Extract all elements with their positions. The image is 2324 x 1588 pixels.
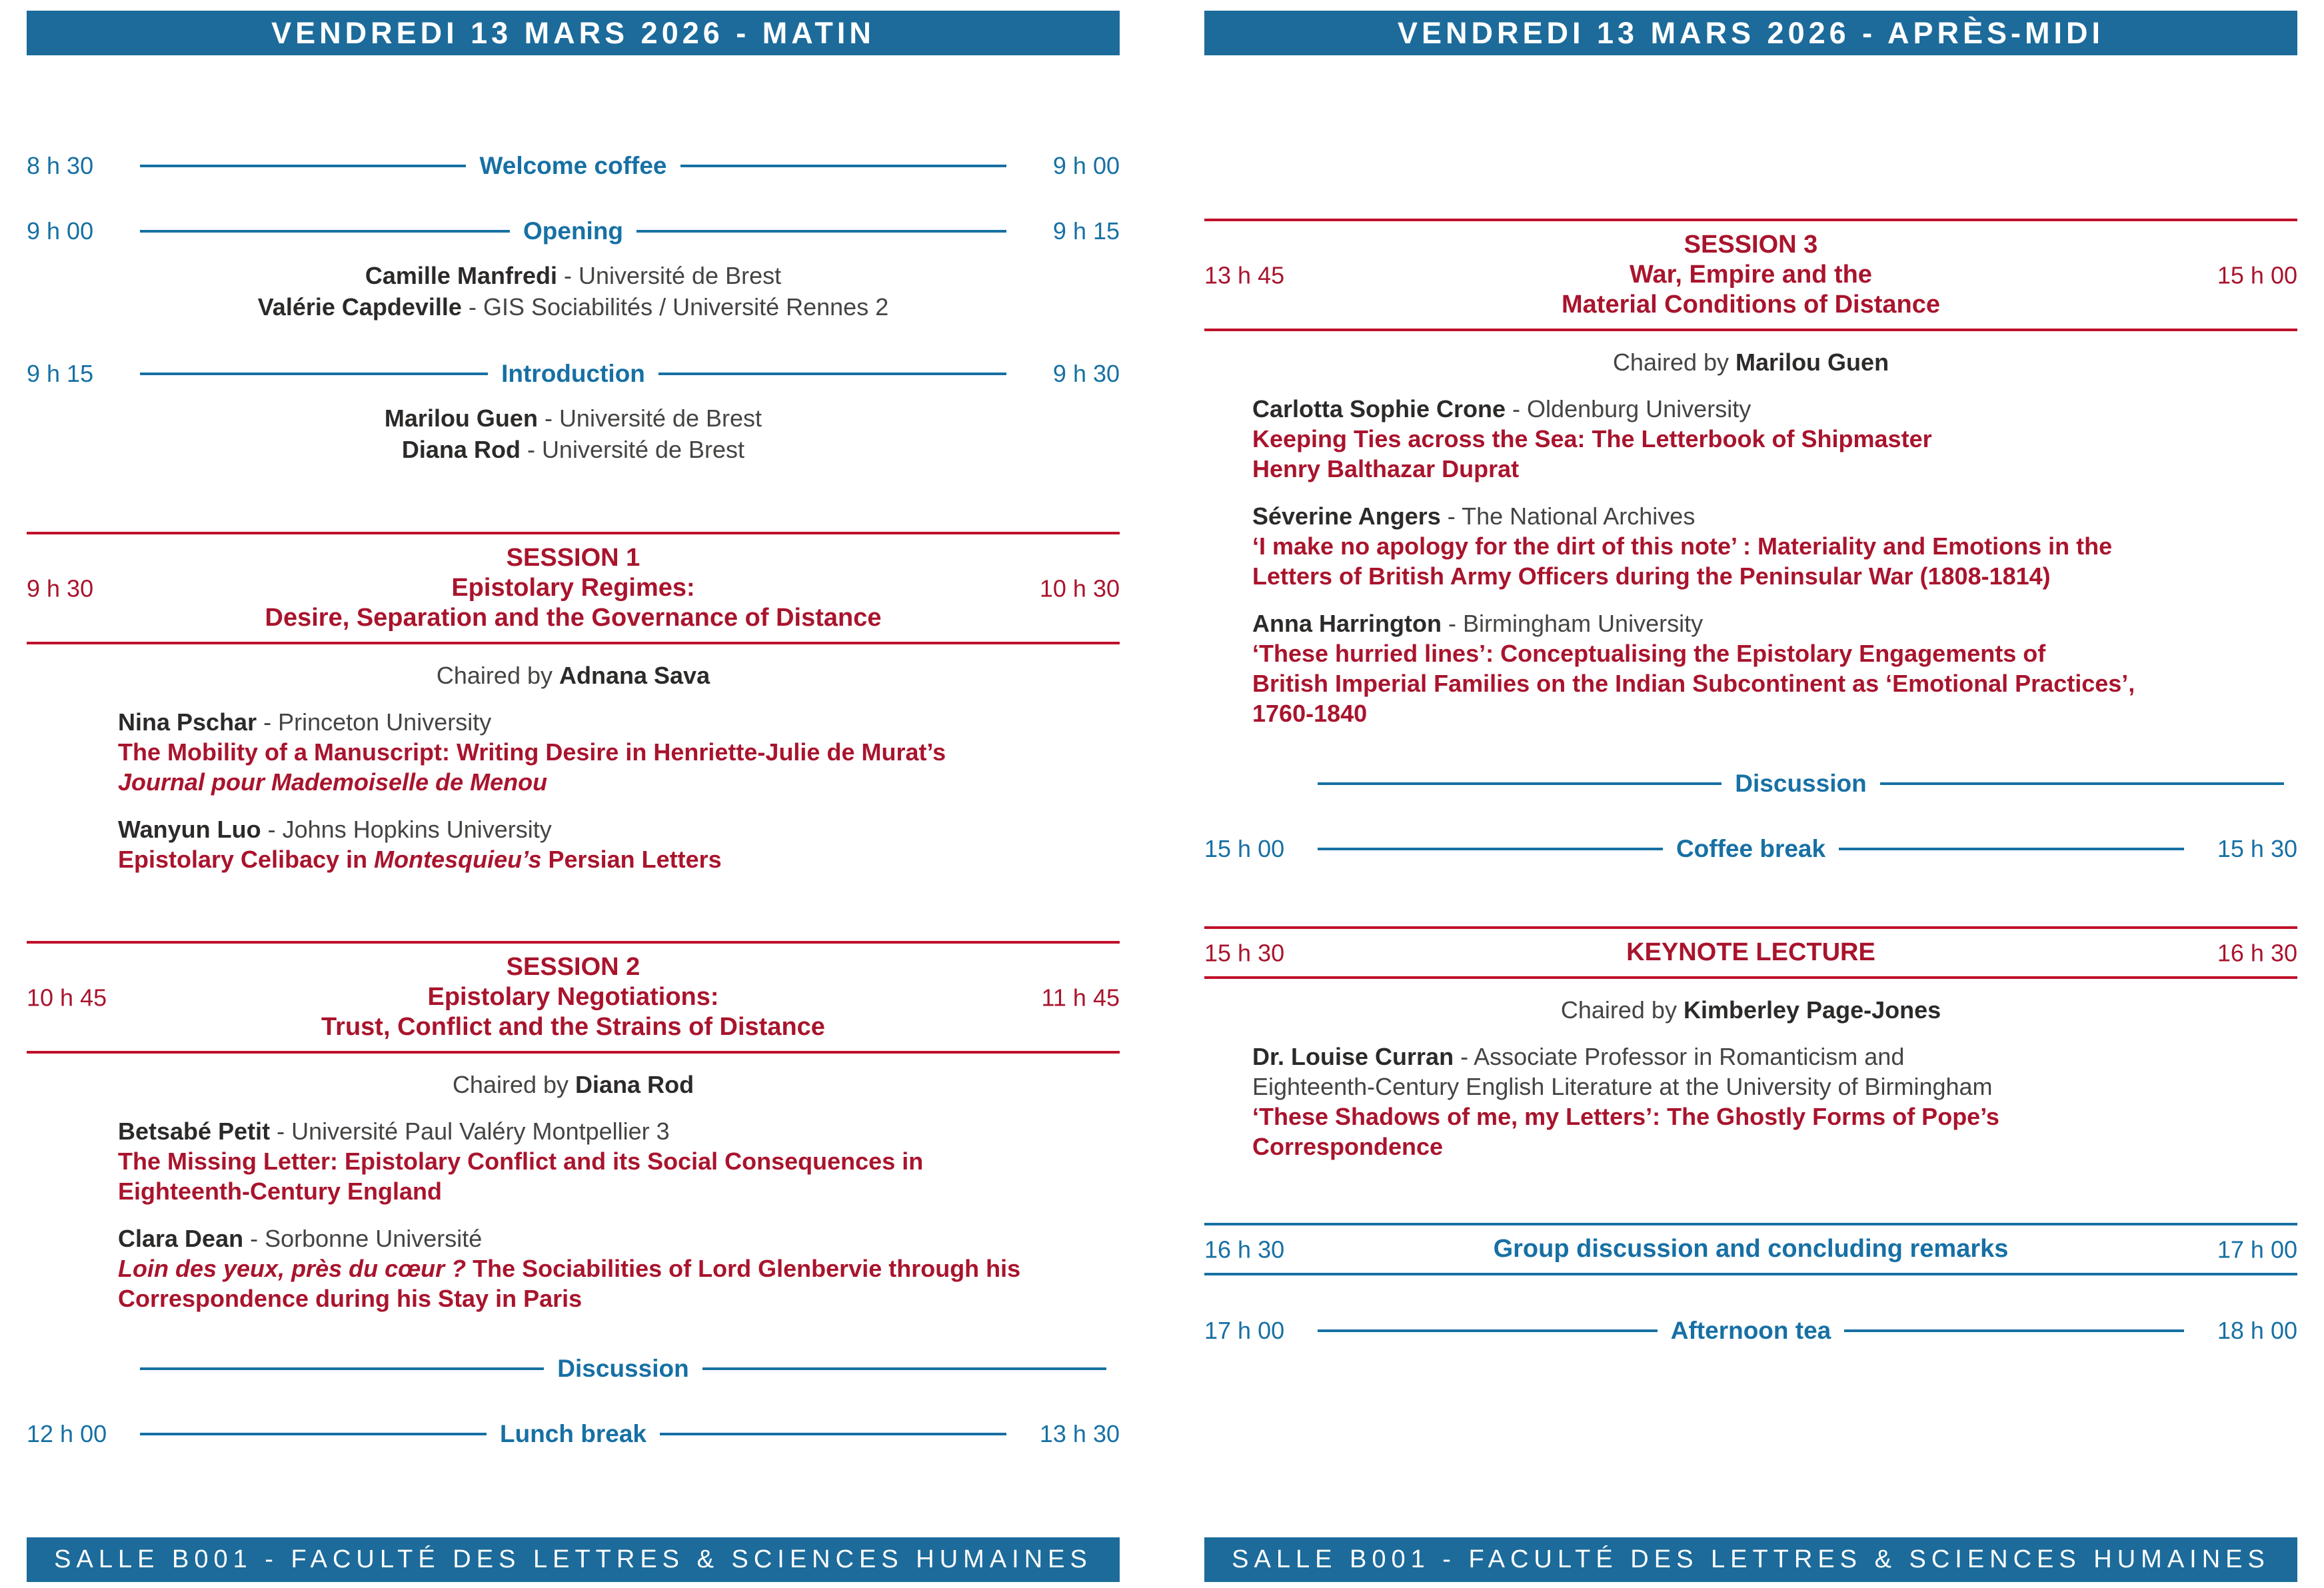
speaker-name: Carlotta Sophie Crone <box>1252 395 1506 422</box>
talk-author <box>1252 501 2297 531</box>
speaker-line <box>27 260 1120 291</box>
event-label: Discussion <box>557 1355 689 1382</box>
chair-prefix: Chaired by <box>1612 349 1736 376</box>
rule-line <box>1839 848 2184 850</box>
room-footer-text: SALLE B001 - FACULTÉ DES LETTRES & SCIENCES HUMAINES <box>54 1545 1092 1573</box>
session-end-time: 11 h 45 <box>1041 984 1120 1011</box>
day-header-bar-afternoon <box>1204 11 2297 55</box>
talk-carlotta-crone <box>1252 394 2297 484</box>
speaker-affiliation: Associate Professor in Romanticism and <box>1474 1043 1905 1070</box>
session2-block <box>27 941 1120 1054</box>
speaker-name: Valérie Capdeville <box>257 293 462 321</box>
event-label: Introduction <box>501 360 645 387</box>
speaker-name: Clara Dean <box>118 1225 244 1252</box>
event-label: Welcome coffee <box>479 152 667 179</box>
speaker-affiliation: The National Archives <box>1462 502 1696 530</box>
dash: - <box>537 404 559 432</box>
schedule-row-discussion <box>27 1355 1120 1383</box>
morning-column <box>27 0 1120 1588</box>
rule-line <box>140 230 510 233</box>
session-start-time: 9 h 30 <box>27 574 94 602</box>
event-label: Afternoon tea <box>1670 1317 1831 1344</box>
session1-chair <box>27 662 1120 690</box>
speaker-name: Séverine Angers <box>1252 502 1441 530</box>
room-footer-bar <box>1204 1537 2297 1582</box>
session-end-time: 15 h 00 <box>2217 261 2297 289</box>
speaker-affiliation: Université de Brest <box>541 436 745 463</box>
day-header-title: VENDREDI 13 MARS 2026 - APRÈS-MIDI <box>1397 15 2105 50</box>
time-end: 15 h 30 <box>2217 835 2298 862</box>
chair-prefix: Chaired by <box>1560 996 1684 1024</box>
talk-anna-harrington <box>1252 608 2297 728</box>
session-number: SESSION 1 <box>506 544 640 572</box>
rule-line <box>1318 848 1663 850</box>
talk-title: ‘These Shadows of me, my Letters’: The Ghostly Forms of Pope’s <box>1252 1103 1999 1130</box>
speaker-affiliation: Université de Brest <box>559 404 762 432</box>
schedule-row-coffee-break <box>1204 835 2297 863</box>
talk-severine-angers <box>1252 501 2297 591</box>
dash: - <box>1506 395 1528 422</box>
time-end: 18 h 00 <box>2217 1317 2297 1344</box>
speaker-affiliation: Sorbonne Université <box>265 1225 483 1252</box>
dash: - <box>257 708 279 736</box>
event-label: Opening <box>523 217 624 245</box>
keynote-chair <box>1204 996 2297 1024</box>
talk-title: Correspondence <box>1252 1133 1444 1160</box>
talk-keynote-louise-curran <box>1252 1042 2297 1162</box>
dash: - <box>1454 1043 1474 1070</box>
schedule-row-afternoon-tea <box>1204 1317 2297 1345</box>
event-label: Lunch break <box>500 1420 646 1447</box>
time-start: 9 h 15 <box>27 360 94 387</box>
dash: - <box>520 436 542 463</box>
dash: - <box>261 816 283 843</box>
schedule-row-discussion <box>1204 770 2297 798</box>
speaker-name: Anna Harrington <box>1252 610 1442 637</box>
keynote-title: KEYNOTE LECTURE <box>1626 938 1875 966</box>
speaker-affiliation: Université Paul Valéry Montpellier 3 <box>291 1118 670 1145</box>
speaker-affiliation: GIS Sociabilités / Université Rennes 2 <box>483 293 889 321</box>
session2-chair <box>27 1071 1120 1099</box>
rule-line <box>140 373 488 375</box>
speaker-affiliation: Johns Hopkins University <box>282 816 552 843</box>
chair-name: Adnana Sava <box>559 662 710 689</box>
talk-title: Journal pour Mademoiselle de Menou <box>118 768 548 796</box>
dash: - <box>1442 610 1463 637</box>
speaker-affiliation: Birmingham University <box>1463 610 1704 637</box>
time-end: 9 h 30 <box>1052 360 1120 387</box>
time-start: 8 h 30 <box>27 152 94 179</box>
talk-author <box>1252 1042 2297 1072</box>
talk-author <box>118 1116 1120 1146</box>
speaker-name: Dr. Louise Curran <box>1252 1043 1454 1070</box>
session3-chair <box>1204 349 2297 377</box>
chair-name: Marilou Guen <box>1736 349 1889 376</box>
session-start-time: 15 h 30 <box>1204 939 1285 966</box>
rule-line <box>636 230 1006 233</box>
session-number: SESSION 3 <box>1684 231 1818 259</box>
schedule-row-opening <box>27 217 1120 245</box>
talk-title: Correspondence during his Stay in Paris <box>118 1285 582 1312</box>
speaker-name: Nina Pschar <box>118 708 257 736</box>
talk-title: Letters of British Army Officers during the Peninsular War (1808-1814) <box>1252 562 2051 590</box>
dash: - <box>557 262 579 289</box>
session-title: War, Empire and the <box>1630 261 1872 289</box>
room-footer-bar <box>27 1537 1120 1582</box>
speaker-name: Wanyun Luo <box>118 816 261 843</box>
talk-title: The Mobility of a Manuscript: Writing Desire in Henriette-Julie de Murat’s <box>118 738 946 766</box>
rule-line <box>1318 782 1722 785</box>
chair-prefix: Chaired by <box>436 662 559 689</box>
event-label: Discussion <box>1735 770 1867 797</box>
talk-author <box>118 814 1120 844</box>
speaker-affiliation: Oldenburg University <box>1527 395 1751 422</box>
talk-author-affiliation: Eighteenth-Century English Literature at the University of Birmingham <box>1252 1073 1993 1100</box>
talk-title: ‘I make no apology for the dirt of this note’ : Materiality and Emotions in the <box>1252 532 2113 560</box>
afternoon-column <box>1204 0 2297 1588</box>
session-start-time: 16 h 30 <box>1204 1235 1285 1263</box>
session-title: Epistolary Regimes: <box>451 574 695 602</box>
speaker-name: Marilou Guen <box>384 404 538 432</box>
talk-wanyun-luo <box>118 814 1120 874</box>
room-footer-text: SALLE B001 - FACULTÉ DES LETTRES & SCIENCES HUMAINES <box>1232 1545 2270 1573</box>
speaker-line <box>27 434 1120 465</box>
event-label: Coffee break <box>1676 835 1826 862</box>
schedule-row-welcome-coffee <box>27 152 1120 180</box>
rule-line <box>140 165 466 167</box>
rule-line <box>1880 782 2284 785</box>
session-end-time: 16 h 30 <box>2217 939 2297 966</box>
time-end: 9 h 15 <box>1052 217 1120 245</box>
talk-title: Loin des yeux, près du cœur ? The Sociabilities of Lord Glenbervie through his <box>118 1255 1021 1282</box>
dash: - <box>243 1225 265 1252</box>
session-end-time: 10 h 30 <box>1039 574 1120 602</box>
session3-block <box>1204 219 2297 331</box>
talk-title: Keeping Ties across the Sea: The Letterbook of Shipmaster <box>1252 425 1932 452</box>
talk-author <box>1252 608 2297 638</box>
opening-speakers <box>27 260 1120 323</box>
talk-title: Henry Balthazar Duprat <box>1252 455 1520 482</box>
schedule-row-lunch-break <box>27 1420 1120 1448</box>
time-start: 12 h 00 <box>27 1420 107 1447</box>
speaker-name: Diana Rod <box>401 436 521 463</box>
rule-line <box>1844 1329 2184 1332</box>
time-end: 13 h 30 <box>1039 1420 1120 1447</box>
rule-line <box>140 1433 487 1435</box>
session-start-time: 10 h 45 <box>27 984 107 1011</box>
speaker-affiliation: Université de Brest <box>578 262 782 289</box>
session-subtitle: Trust, Conflict and the Strains of Distance <box>321 1013 825 1041</box>
rule-line <box>660 1433 1006 1435</box>
speaker-name: Betsabé Petit <box>118 1118 271 1145</box>
time-start: 17 h 00 <box>1204 1317 1285 1344</box>
talk-author <box>118 1223 1120 1253</box>
chair-prefix: Chaired by <box>452 1071 576 1098</box>
time-end: 9 h 00 <box>1052 152 1120 179</box>
time-start: 9 h 00 <box>27 217 94 245</box>
talk-title: Epistolary Celibacy in Montesquieu’s Persian Letters <box>118 846 722 873</box>
talk-title: 1760-1840 <box>1252 700 1368 727</box>
rule-line <box>140 1367 544 1370</box>
dash: - <box>461 293 483 321</box>
session-subtitle: Desire, Separation and the Governance of Distance <box>265 604 882 632</box>
schedule-row-introduction <box>27 360 1120 388</box>
dash: - <box>1440 502 1462 530</box>
event-label: Group discussion and concluding remarks <box>1493 1235 2009 1263</box>
speaker-line <box>27 291 1120 323</box>
talk-clara-dean <box>118 1223 1120 1313</box>
group-discussion-block <box>1204 1223 2297 1275</box>
rule-line <box>702 1367 1106 1370</box>
rule-line <box>658 373 1006 375</box>
talk-title: British Imperial Families on the Indian Subcontinent as ‘Emotional Practices’, <box>1252 670 2135 697</box>
talk-title: The Missing Letter: Epistolary Conflict and its Social Consequences in <box>118 1148 924 1175</box>
talk-author <box>1252 394 2297 424</box>
chair-name: Kimberley Page-Jones <box>1683 996 1941 1024</box>
speaker-affiliation: Princeton University <box>278 708 492 736</box>
session-start-time: 13 h 45 <box>1204 261 1285 289</box>
session-subtitle: Material Conditions of Distance <box>1562 291 1940 319</box>
talk-author <box>118 707 1120 737</box>
speaker-line <box>27 402 1120 434</box>
keynote-block <box>1204 926 2297 979</box>
dash: - <box>270 1118 292 1145</box>
introduction-speakers <box>27 402 1120 465</box>
chair-name: Diana Rod <box>575 1071 694 1098</box>
talk-title: Eighteenth-Century England <box>118 1178 442 1205</box>
day-header-title: VENDREDI 13 MARS 2026 - MATIN <box>271 15 875 50</box>
time-start: 15 h 00 <box>1204 835 1285 862</box>
session1-block <box>27 532 1120 644</box>
talk-title: ‘These hurried lines’: Conceptualising the Epistolary Engagements of <box>1252 640 2046 667</box>
talk-nina-pschar <box>118 707 1120 797</box>
session-end-time: 17 h 00 <box>2217 1235 2297 1263</box>
rule-line <box>1318 1329 1658 1332</box>
rule-line <box>680 165 1006 167</box>
talk-betsabe-petit <box>118 1116 1120 1206</box>
speaker-name: Camille Manfredi <box>365 262 557 289</box>
session-title: Epistolary Negotiations: <box>427 983 719 1011</box>
session-number: SESSION 2 <box>506 953 640 981</box>
day-header-bar-morning <box>27 11 1120 55</box>
